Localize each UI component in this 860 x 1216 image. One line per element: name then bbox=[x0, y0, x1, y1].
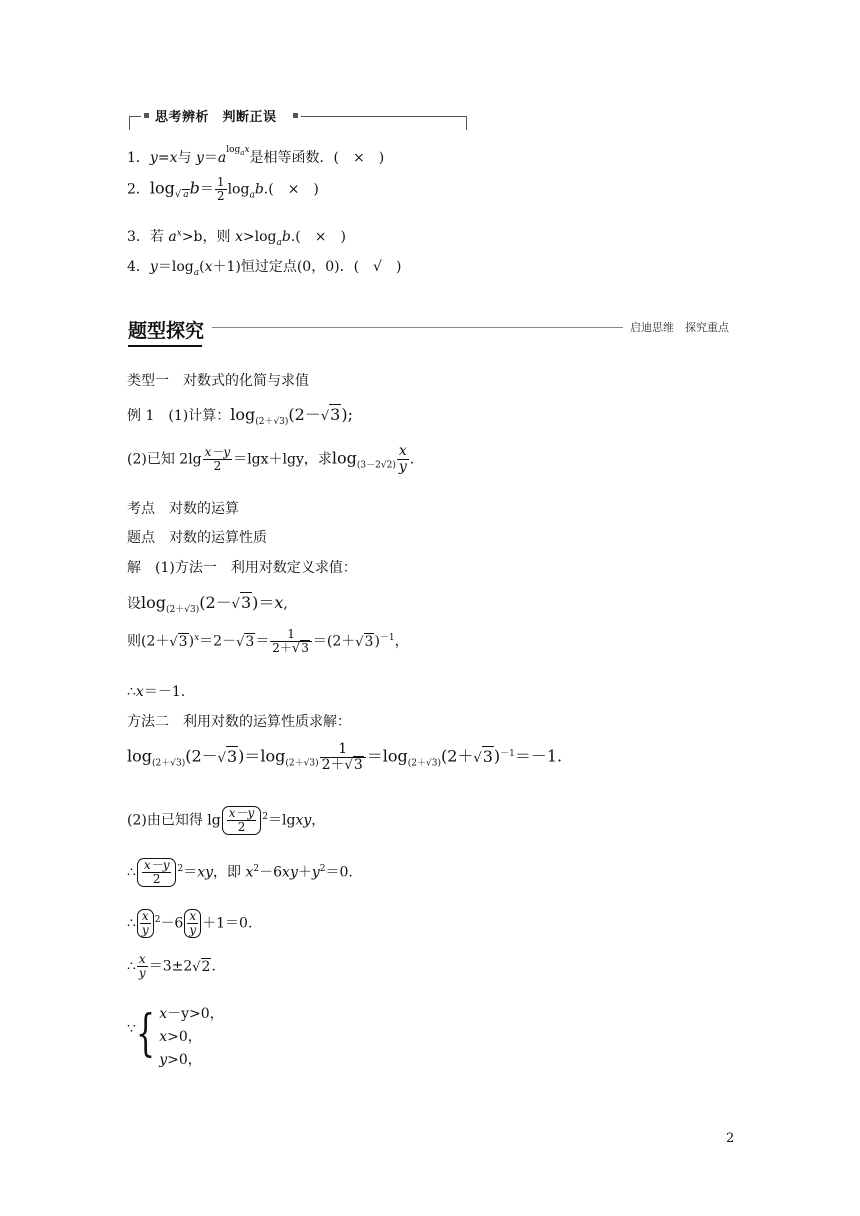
part-2-solution-line-3: ∴ $\frac{x}{y}$ $^2$－6 $\frac{x}{y}$ ＋1＝0. bbox=[127, 909, 253, 937]
box-item-4: 4．$y=\log_a(x+1)$恒过定点(0，0)．( √ ) bbox=[127, 259, 402, 278]
frame-right-line bbox=[301, 116, 467, 117]
thinking-box-frame bbox=[129, 107, 467, 131]
box-item-2: 2．$\log_{√ a}b=$ $\frac{1}{2}$ $\log_ab$.( × ) bbox=[127, 175, 319, 203]
solution-method-2: 方法二 利用对数的运算性质求解： bbox=[127, 714, 351, 730]
solution-then-line: 则$(2+√3)^x=2-√3=$ $\frac{1}{2+√3}$ $=(2+√3)^{-1}$， bbox=[127, 627, 409, 656]
kaodian: 考点 对数的运算 bbox=[127, 501, 239, 517]
method-2-equation: $\log_{(2+√3)}(2-√3)=\log_{(2+√3)}$ $\frac{1}{2+√3}$ $=\log_{(2+√3)}(2+√3)^{-1}=-1$. bbox=[127, 741, 563, 773]
box-item-1: 1．y=x与 $y=a^{log_ax}$是相等函数．( × ) bbox=[127, 145, 385, 166]
example-1-part-2: (2)已知 2lg $\frac{x-y}{2}$ ＝lgx＋lgy，求$\log_{(3-2√2)}$ $\frac{x}{y}$ . bbox=[127, 443, 415, 475]
part-2-solution-line-2: ∴ $\frac{x-y}{2}$ $^2$＝xy，即 $x^2-6xy+y^2=0$. bbox=[127, 858, 353, 886]
frame-right-cap bbox=[466, 116, 467, 130]
page-number: 2 bbox=[726, 1131, 735, 1146]
example-1-part-1: 例 1 (1)计算：$\log_{(2+√3)}(2-√3)$; bbox=[127, 405, 353, 427]
therefore-x: ∴x＝－1. bbox=[127, 684, 186, 700]
type-heading: 类型一 对数式的化简与求值 bbox=[127, 373, 309, 389]
thinking-box-title: 思考辨析 判断正误 bbox=[155, 110, 277, 125]
solution-set-line: 设$\log_{(2+√3)}(2-√3)=x$, bbox=[127, 593, 288, 615]
solution-method-1: 解 (1)方法一 利用对数定义求值： bbox=[127, 560, 357, 576]
tidian: 题点 对数的运算性质 bbox=[127, 530, 267, 546]
section-tag: 启迪思维 探究重点 bbox=[630, 321, 729, 334]
conditions-block: ∵{ x－y>0， x>0， y>0， bbox=[127, 1004, 224, 1068]
frame-square-left bbox=[144, 113, 149, 118]
section-divider bbox=[212, 327, 623, 328]
frame-left-line bbox=[129, 116, 141, 117]
part-2-solution-line-4: ∴ $\frac{x}{y}$ ＝3±2√2. bbox=[127, 952, 216, 980]
frame-square-right bbox=[293, 113, 298, 118]
frame-left-cap bbox=[129, 116, 130, 130]
part-2-solution-line-1: (2)由已知得 lg $\frac{x-y}{2}$ $^2$＝lgxy， bbox=[127, 806, 326, 834]
section-title: 题型探究 bbox=[128, 316, 204, 343]
box-item-3: 3．若 $a^x>b$，则 $x>\log_ab$.( × ) bbox=[127, 228, 346, 248]
brace-icon: { bbox=[135, 1004, 156, 1062]
